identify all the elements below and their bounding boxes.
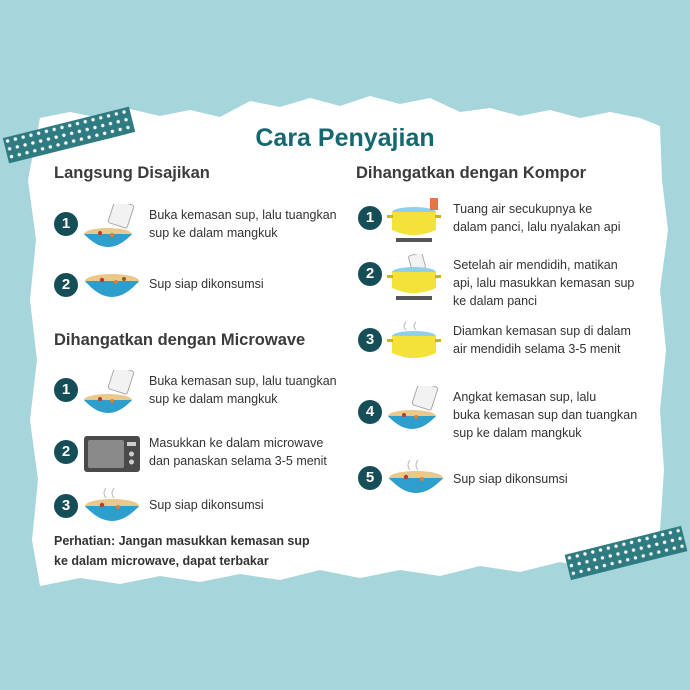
step-stove-5: [358, 458, 658, 504]
step-number-badge: 1: [54, 212, 78, 236]
bowl-pour-icon: [82, 204, 144, 252]
step-microwave-3: [54, 486, 354, 532]
step-text: Tuang air secukupnya ke dalam panci, lalu nyalakan api: [453, 202, 621, 234]
pot-steam-icon: [386, 320, 448, 368]
step-stove-4: [358, 386, 658, 440]
step-text: Setelah air mendidih, matikan api, lalu masukkan kemasan sup ke dalam panci: [453, 258, 635, 308]
section-heading-direct: Langsung Disajikan: [54, 164, 210, 182]
bowl-pour-icon: [386, 386, 448, 434]
step-stove-1: [358, 198, 658, 244]
pot-water-icon: [386, 198, 448, 246]
step-direct-1: [54, 204, 354, 250]
step-text: Buka kemasan sup, lalu tuangkan sup ke dalam mangkuk: [149, 208, 337, 240]
step-number-badge: 2: [358, 262, 382, 286]
hot-soup-bowl-icon: [386, 458, 448, 506]
section-heading-microwave: Dihangatkan dengan Microwave: [54, 331, 306, 349]
step-number-badge: 3: [358, 328, 382, 352]
hot-soup-bowl-icon: [82, 486, 144, 534]
step-number-badge: 4: [358, 400, 382, 424]
bowl-pour-icon: [82, 370, 144, 418]
step-number-badge: 1: [358, 206, 382, 230]
soup-bowl-icon: [82, 265, 144, 313]
step-number-badge: 1: [54, 378, 78, 402]
section-heading-stove: Dihangatkan dengan Kompor: [356, 164, 587, 182]
step-text: Sup siap dikonsumsi: [149, 277, 264, 291]
step-text: Sup siap dikonsumsi: [149, 498, 264, 512]
warning-note: Perhatian: Jangan masukkan kemasan sup ke dalam microwave, dapat terbakar: [54, 534, 310, 568]
step-stove-2: [358, 254, 658, 308]
step-text: Angkat kemasan sup, lalu buka kemasan sup dan tuangkan sup ke dalam mangkuk: [453, 390, 638, 440]
step-number-badge: 2: [54, 440, 78, 464]
step-number-badge: 5: [358, 466, 382, 490]
step-text: Buka kemasan sup, lalu tuangkan sup ke dalam mangkuk: [149, 374, 337, 406]
step-stove-3: [358, 320, 658, 366]
step-direct-2: [54, 265, 354, 311]
microwave-icon: [82, 432, 144, 480]
step-text: Diamkan kemasan sup di dalam air mendidih selama 3-5 menit: [453, 324, 631, 356]
pot-pouch-icon: [386, 254, 448, 302]
step-text: Masukkan ke dalam microwave dan panaskan selama 3-5 menit: [149, 436, 327, 468]
step-number-badge: 3: [54, 494, 78, 518]
page-title: Cara Penyajian: [255, 124, 435, 152]
step-microwave-1: [54, 370, 354, 416]
step-microwave-2: [54, 432, 354, 478]
step-number-badge: 2: [54, 273, 78, 297]
step-text: Sup siap dikonsumsi: [453, 472, 568, 486]
